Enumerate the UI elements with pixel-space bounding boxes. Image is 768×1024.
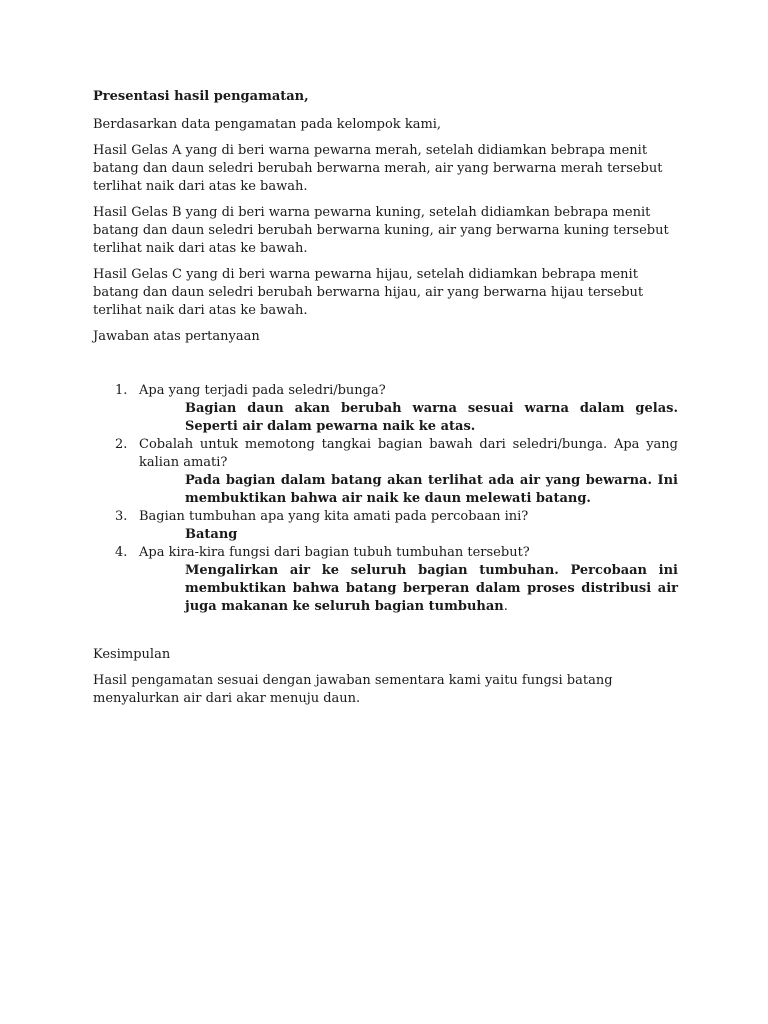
- conclusion-paragraph: Hasil pengamatan sesuai dengan jawaban sementara kami yaitu fungsi batang menyalurkan air dari akar menuju daun.: [93, 673, 613, 706]
- conclusion-heading: Kesimpulan: [93, 647, 171, 662]
- question-text: Cobalah untuk memotong tangkai bagian bawah dari seledri/bunga. Apa yang kalian amati?: [139, 437, 678, 470]
- question-number: 1.: [115, 383, 128, 398]
- answer-bold: Batang: [185, 527, 238, 542]
- answer-text: [185, 526, 678, 544]
- intro-paragraph: Berdasarkan data pengamatan pada kelompok kami,: [93, 117, 442, 132]
- question-item-2: [93, 436, 678, 508]
- result-paragraph-b: Hasil Gelas B yang di beri warna pewarna kuning, setelah didiamkan bebrapa menit batang dan daun seledri berubah berwarna kuning, air yang berwarna kuning tersebut terlihat naik dari atas ke bawah.: [93, 205, 669, 256]
- question-list: [93, 382, 678, 616]
- answer-text: [185, 562, 678, 616]
- answer-tail: .: [503, 599, 508, 614]
- question-text: Bagian tumbuhan apa yang kita amati pada percobaan ini?: [139, 509, 529, 524]
- question-text: Apa yang terjadi pada seledri/bunga?: [139, 383, 386, 398]
- spacer: [93, 354, 678, 382]
- question-number: 2.: [115, 437, 128, 452]
- question-number: 4.: [115, 545, 128, 560]
- result-paragraph-c: Hasil Gelas C yang di beri warna pewarna hijau, setelah didiamkan bebrapa menit batang dan daun seledri berubah berwarna hijau, air yang berwarna hijau tersebut terlihat naik dari atas ke bawah.: [93, 267, 644, 318]
- question-item-1: [93, 382, 678, 436]
- qa-heading: Jawaban atas pertanyaan: [93, 329, 260, 344]
- question-number: 3.: [115, 509, 128, 524]
- document-title: Presentasi hasil pengamatan,: [93, 89, 309, 104]
- spacer: [93, 616, 678, 646]
- answer-text: [185, 400, 678, 436]
- answer-bold: Mengalirkan air ke seluruh bagian tumbuhan. Percobaan ini membuktikan bahwa batang berperan dalam proses distribusi air juga makanan ke seluruh bagian tumbuhan: [185, 563, 678, 614]
- answer-text: [185, 472, 678, 508]
- document-page: [93, 88, 678, 716]
- result-paragraph-a: Hasil Gelas A yang di beri warna pewarna merah, setelah didiamkan bebrapa menit batang dan daun seledri berubah berwarna merah, air yang berwarna merah tersebut terlihat naik dari atas ke bawah.: [93, 143, 663, 194]
- question-text: Apa kira-kira fungsi dari bagian tubuh tumbuhan tersebut?: [139, 545, 530, 560]
- answer-bold: Pada bagian dalam batang akan terlihat ada air yang bewarna. Ini membuktikan bahwa air naik ke daun melewati batang.: [185, 473, 678, 506]
- question-item-4: [93, 544, 678, 616]
- question-item-3: [93, 508, 678, 544]
- answer-bold: Bagian daun akan berubah warna sesuai warna dalam gelas. Seperti air dalam pewarna naik ke atas.: [185, 401, 678, 434]
